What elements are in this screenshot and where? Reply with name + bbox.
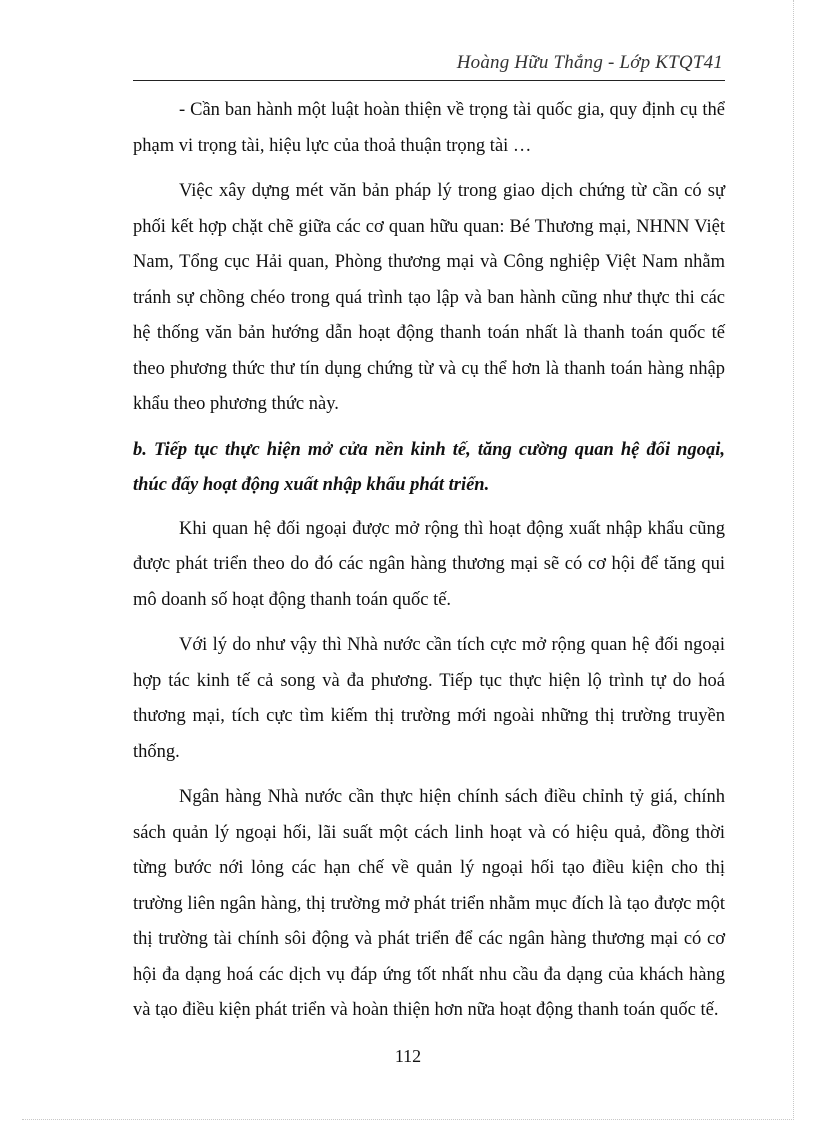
header-author: Hoàng Hữu Thắng - Lớp KTQT41 bbox=[456, 52, 723, 73]
paragraph-legal-documents: Việc xây dựng mét văn bản pháp lý trong giao dịch chứng từ cần có sự phối kết hợp chặt chẽ giữa các cơ quan hữu quan: Bé Thương mại, NHNN Việt Nam, Tổng cục Hải quan, Phòng thương mại và Công nghiệp Việt Nam nhằm tránh sự chồng chéo trong quá trình tạo lập và ban hành cũng như thực thi các hệ thống văn bản hướng dẫn hoạt động thanh toán nhất là thanh toán quốc tế theo phương thức thư tín dụng chứng từ và cụ thể hơn là thanh toán hàng nhập khẩu theo phương thức này. bbox=[133, 181, 725, 414]
document-body bbox=[133, 93, 725, 1039]
paragraph-state-policy: Với lý do như vậy thì Nhà nước cần tích cực mở rộng quan hệ đối ngoại hợp tác kinh tế cả song và đa phương. Tiếp tục thực hiện lộ trình tự do hoá thương mại, tích cực tìm kiếm thị trường mới ngoài những thị trường truyền thống. bbox=[133, 635, 725, 762]
page-number: 112 bbox=[394, 1046, 422, 1066]
paragraph-arbitration-law: - Cần ban hành một luật hoàn thiện về trọng tài quốc gia, quy định cụ thể phạm vi trọng tài, hiệu lực của thoả thuận trọng tài … bbox=[133, 100, 725, 156]
section-heading-b: b. Tiếp tục thực hiện mở cửa nền kinh tế, tăng cường quan hệ đối ngoại, thúc đẩy hoạt động xuất nhập khẩu phát triển. bbox=[133, 439, 725, 495]
paragraph-central-bank: Ngân hàng Nhà nước cần thực hiện chính sách điều chỉnh tỷ giá, chính sách quản lý ngoại hối, lãi suất một cách linh hoạt và có hiệu quả, đồng thời từng bước nới lỏng các hạn chế về quản lý ngoại hối tạo điều kiện cho thị trường liên ngân hàng, thị trường mở phát triển nhằm mục đích là tạo được một thị trường tài chính sôi động và phát triển để các ngân hàng thương mại có cơ hội đa dạng hoá các dịch vụ đáp ứng tốt nhất nhu cầu đa dạng của khách hàng và tạo điều kiện phát triển và hoàn thiện hơn nữa hoạt động thanh toán quốc tế. bbox=[133, 787, 725, 1020]
running-header bbox=[133, 52, 725, 81]
paragraph-foreign-relations: Khi quan hệ đối ngoại được mở rộng thì hoạt động xuất nhập khẩu cũng được phát triển theo do đó các ngân hàng thương mại sẽ có cơ hội để tăng qui mô doanh số hoạt động thanh toán quốc tế. bbox=[133, 518, 725, 610]
